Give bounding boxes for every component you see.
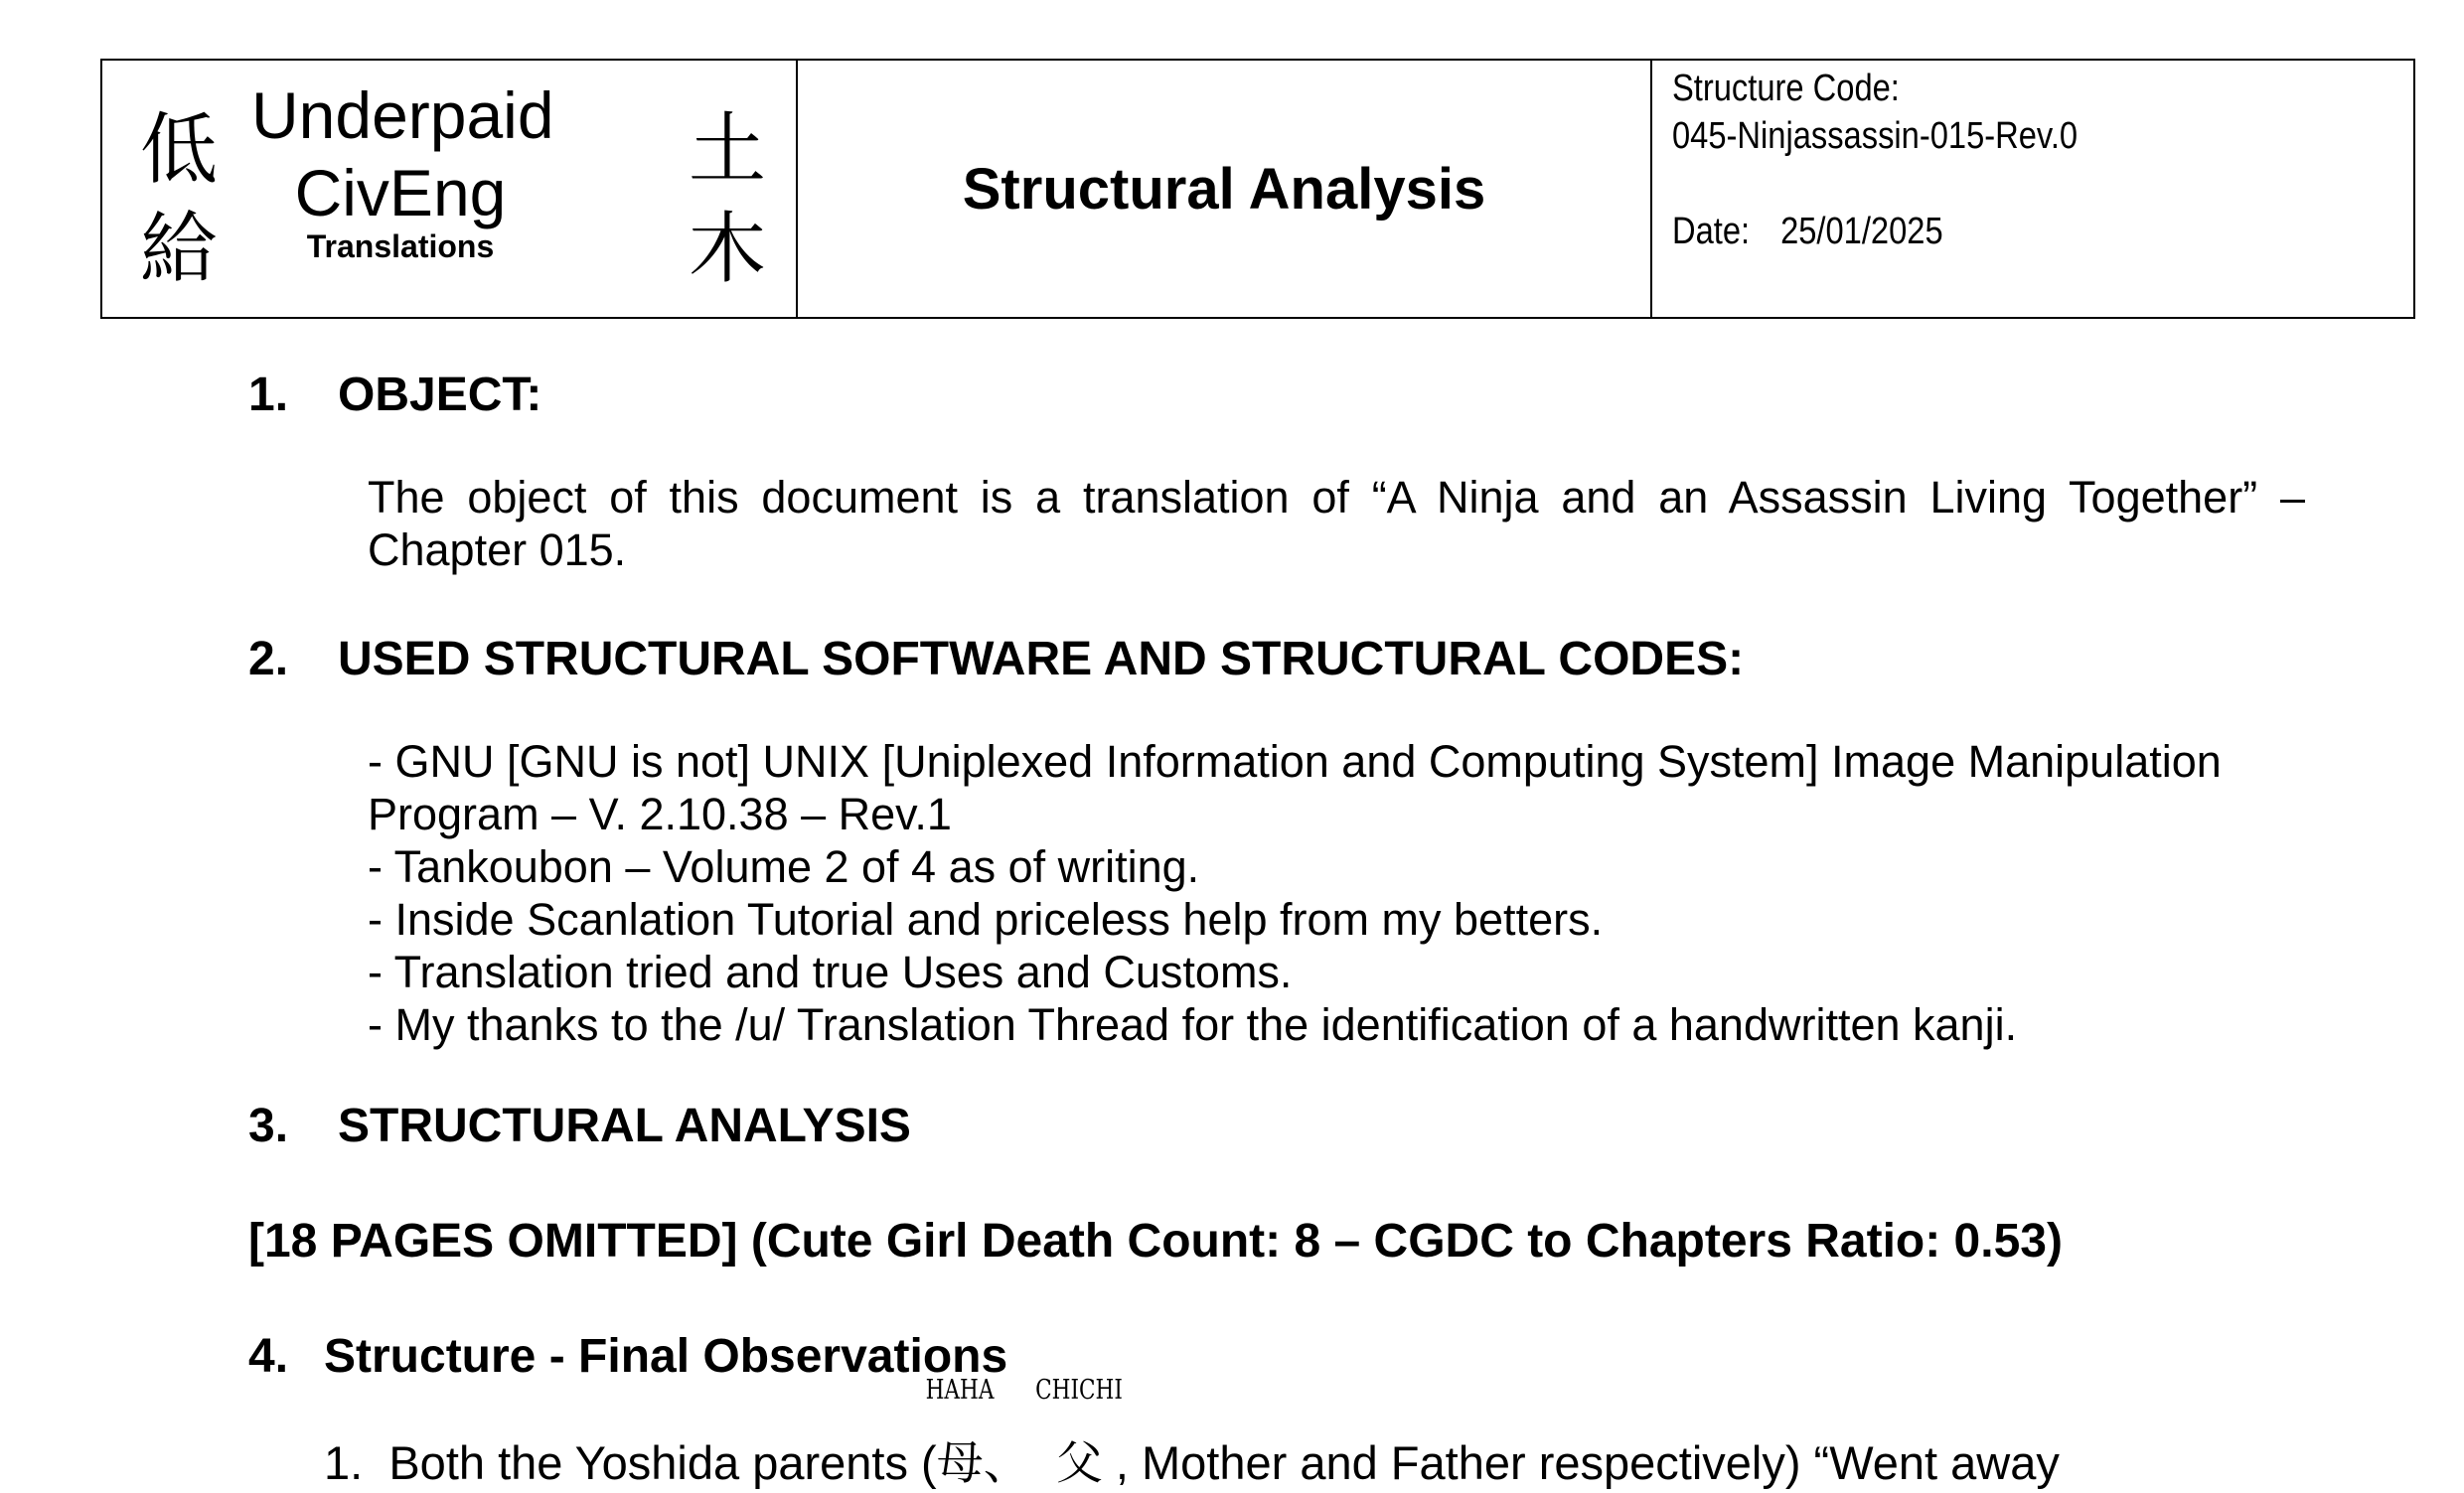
document-title: Structural Analysis: [962, 156, 1486, 222]
logo-kanji-right: [689, 100, 766, 299]
observation-item-1: [324, 1375, 2060, 1493]
section-title: USED STRUCTURAL SOFTWARE AND STRUCTURAL CODES:: [338, 633, 1745, 685]
section-2-body: [368, 735, 2305, 1051]
logo-block: [102, 61, 798, 317]
list-item: - Translation tried and true Uses and Customs.: [368, 947, 1293, 997]
section-1-heading: [248, 368, 541, 422]
section-title: Structure - Final Observations: [324, 1330, 1008, 1383]
structure-code-value: 045-Ninjassassin-015-Rev.0: [1672, 115, 2079, 157]
section-number: 1.: [248, 369, 289, 421]
section-number: 2.: [248, 633, 289, 685]
list-item: - GNU [GNU is not] UNIX [Uniplexed Information and Computing System] Image Manipulation: [368, 736, 2222, 787]
document-header: [100, 59, 2415, 319]
logo-kanji-low: 低: [140, 105, 219, 195]
section-title: OBJECT:: [338, 369, 542, 421]
logo-kanji-left: [140, 100, 218, 299]
structure-code-label: Structure Code:: [1672, 68, 1900, 109]
list-item: - Inside Scanlation Tutorial and priceless help from my betters.: [368, 894, 1604, 945]
logo-line-civeng: CivEng: [294, 156, 507, 229]
title-block: [798, 61, 1652, 317]
section-3-heading: [248, 1099, 911, 1153]
ruby-reading-chichi: CHICHI: [1035, 1375, 1124, 1406]
section-1-body: The object of this document is a translation of “A Ninja and an Assassin Living Together” – Chapter 015.: [368, 472, 2305, 575]
omitted-pages-note: [18 PAGES OMITTED] (Cute Girl Death Count: 8 – CGDC to Chapters Ratio: 0.53): [248, 1215, 2063, 1268]
observation-number: 1.: [324, 1436, 364, 1489]
date-row: [1672, 208, 2078, 255]
list-item: - Tankoubon – Volume 2 of 4 as of writing.: [368, 841, 1200, 892]
section-2-heading: [248, 632, 1744, 686]
section-title: STRUCTURAL ANALYSIS: [338, 1100, 911, 1152]
ruby-kanji-mother: [925, 1375, 995, 1493]
logo-subtitle: Translations: [306, 228, 495, 264]
ruby-reading-haha: HAHA: [925, 1375, 995, 1406]
section-number: 3.: [248, 1100, 289, 1152]
logo-kanji-wood: 木: [689, 205, 767, 294]
observation-text-after: , Mother and Father respectively) “Went away: [1115, 1436, 2060, 1489]
section-4-heading: [248, 1329, 1007, 1384]
kanji-father: 父: [1055, 1436, 1103, 1491]
section-number: 4.: [248, 1330, 289, 1383]
list-item: Program – V. 2.10.38 – Rev.1: [368, 789, 952, 839]
kanji-separator: 、: [983, 1436, 1030, 1489]
kanji-mother: 母: [936, 1436, 984, 1491]
logo-kanji-pay: 給: [140, 205, 219, 294]
list-item: - My thanks to the /u/ Translation Thread for the identification of a handwritten kanji.: [368, 999, 2018, 1050]
observation-text-before: Both the Yoshida parents (: [388, 1436, 937, 1489]
logo-kanji-earth: 土: [689, 105, 767, 195]
code-block: [1652, 61, 2413, 317]
date-value: 25/01/2025: [1780, 211, 1943, 252]
logo-wordmark: [251, 76, 554, 265]
date-label: Date:: [1672, 211, 1751, 252]
ruby-kanji-father: [1035, 1375, 1124, 1493]
logo-line-underpaid: Underpaid: [251, 78, 554, 152]
